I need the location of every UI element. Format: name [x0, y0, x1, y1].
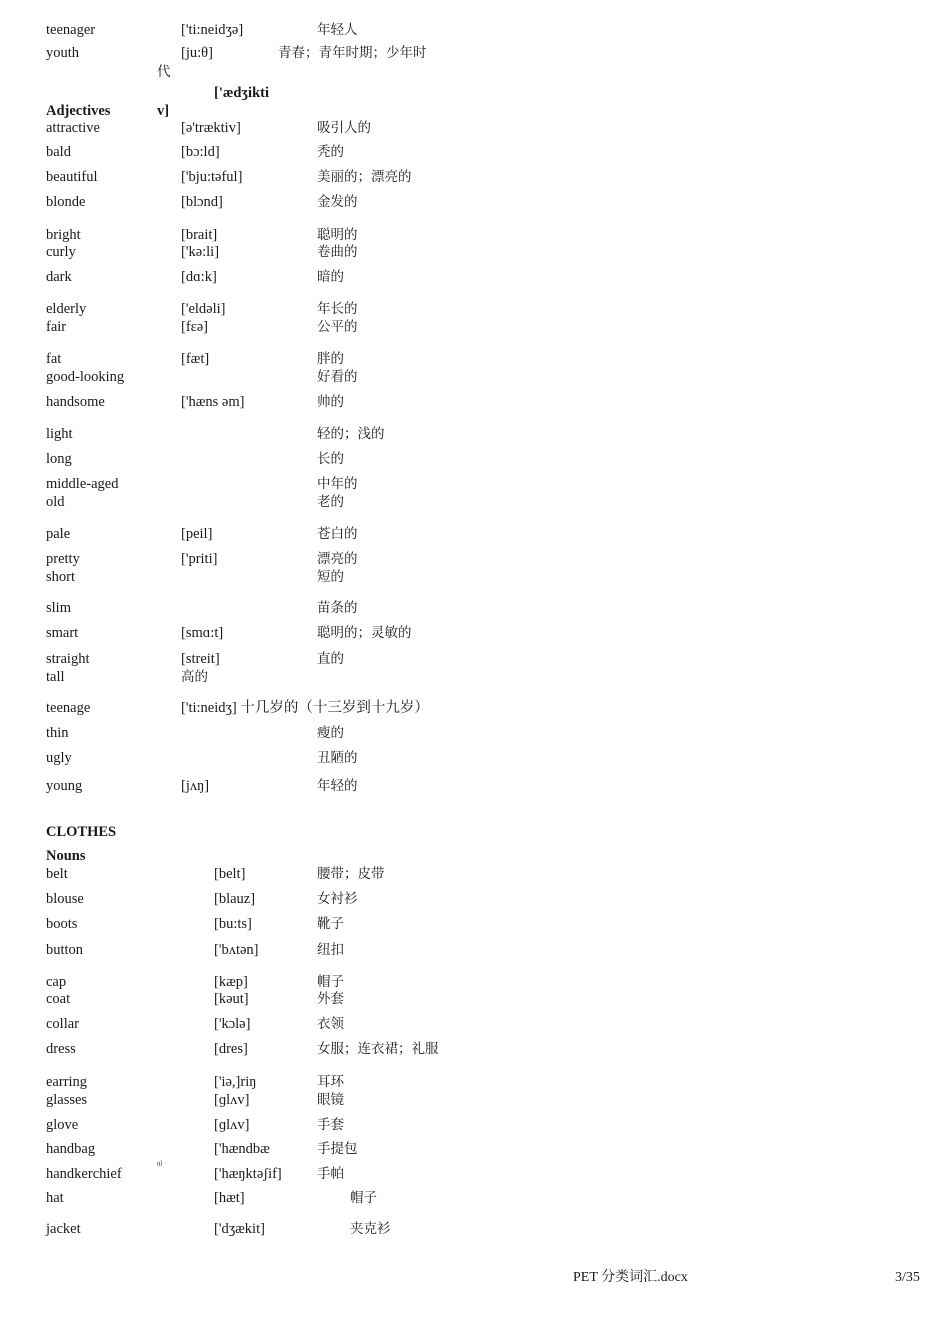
- clothes-phonetic: [ɡlʌv]: [214, 1117, 250, 1133]
- adjective-word: dark: [46, 269, 72, 285]
- adjective-word: blonde: [46, 194, 86, 210]
- adjective-meaning: 苗条的: [317, 600, 358, 616]
- clothes-word: glove: [46, 1117, 79, 1133]
- clothes-phonetic: ['dʒækit]: [214, 1221, 265, 1237]
- clothes-word: dress: [46, 1041, 76, 1057]
- adjective-fragment: ['ædʒikti: [214, 85, 269, 101]
- clothes-word: button: [46, 942, 84, 958]
- adjective-meaning: 短的: [317, 569, 344, 585]
- adjective-word: attractive: [46, 120, 100, 136]
- clothes-phonetic: [belt]: [214, 866, 246, 882]
- adjective-word: pale: [46, 526, 71, 542]
- adjective-phonetic: [bɔ:ld]: [181, 144, 220, 160]
- adjective-phonetic: [peil]: [181, 526, 213, 542]
- clothes-word: handkerchief: [46, 1166, 122, 1182]
- adjective-meaning: 公平的: [317, 319, 358, 335]
- clothes-meaning: 眼镜: [317, 1092, 344, 1108]
- adjective-meaning: 轻的；浅的: [317, 426, 385, 442]
- clothes-meaning: 帽子: [350, 1190, 377, 1206]
- clothes-phonetic: [dres]: [214, 1041, 248, 1057]
- clothes-phonetic: ['iə,]riŋ: [214, 1074, 257, 1090]
- adjective-meaning: 吸引人的: [317, 120, 371, 136]
- adjective-word: handsome: [46, 394, 105, 410]
- adjective-meaning: 年轻的: [317, 778, 358, 794]
- clothes-meaning: 帽子: [317, 974, 344, 990]
- adjective-meaning: 长的: [317, 451, 344, 467]
- adjective-word: ugly: [46, 750, 72, 766]
- clothes-word: jacket: [46, 1221, 81, 1237]
- clothes-meaning: 纽扣: [317, 942, 344, 958]
- adjective-meaning: 聪明的；灵敏的: [317, 625, 412, 641]
- adjective-meaning: 年长的: [317, 301, 358, 317]
- adjective-word: elderly: [46, 301, 87, 317]
- clothes-meaning: 外套: [317, 991, 344, 1007]
- clothes-meaning: 女服；连衣裙；礼服: [317, 1041, 439, 1057]
- adjective-meaning: 胖的: [317, 351, 344, 367]
- clothes-phonetic: ['bʌtən]: [214, 942, 259, 958]
- clothes-meaning: 手提包: [317, 1141, 358, 1157]
- adjective-word: short: [46, 569, 75, 585]
- clothes-meaning: 靴子: [317, 916, 344, 932]
- adjective-meaning: 丑陋的: [317, 750, 358, 766]
- adjective-word: fair: [46, 319, 67, 335]
- adjective-phonetic: ['kə:li]: [181, 244, 220, 260]
- adjective-phonetic: [smɑ:t]: [181, 625, 224, 641]
- section-heading-clothes: CLOTHES: [46, 824, 117, 840]
- clothes-phonetic: ['hændbæ: [214, 1141, 270, 1157]
- adjective-phonetic: [ə'træktiv]: [181, 120, 241, 136]
- clothes-meaning: 手套: [317, 1117, 344, 1133]
- vocab-meaning: 青春；青年时期；少年时: [278, 45, 427, 61]
- clothes-phonetic: [bu:ts]: [214, 916, 252, 932]
- adjective-word: light: [46, 426, 73, 442]
- adjective-word: slim: [46, 600, 71, 616]
- adjective-meaning: 卷曲的: [317, 244, 358, 260]
- adjective-word: young: [46, 778, 83, 794]
- adjective-phonetic: [jʌŋ]: [181, 778, 210, 794]
- adjective-meaning: 瘦的: [317, 725, 344, 741]
- clothes-meaning: 衣领: [317, 1016, 344, 1032]
- adjective-phonetic: [fæt]: [181, 351, 210, 367]
- adjective-word: middle-aged: [46, 476, 119, 492]
- adjective-word: old: [46, 494, 65, 510]
- adjective-phonetic: [blɔnd]: [181, 194, 223, 210]
- adjective-meaning: 聪明的: [317, 227, 358, 243]
- adjective-word: pretty: [46, 551, 80, 567]
- vocab-meaning: 年轻人: [317, 22, 358, 38]
- vocab-phonetic: ['ti:neidʒə]: [181, 22, 244, 38]
- vocab-word: teenager: [46, 22, 96, 38]
- clothes-phonetic: ['hæŋktəʃif]: [214, 1166, 282, 1182]
- adjective-phonetic: [brait]: [181, 227, 218, 243]
- clothes-phonetic: [ɡlʌv]: [214, 1092, 250, 1108]
- clothes-word: blouse: [46, 891, 84, 907]
- clothes-phonetic: [kəut]: [214, 991, 249, 1007]
- adjective-meaning: 中年的: [317, 476, 358, 492]
- clothes-word: boots: [46, 916, 78, 932]
- adjective-phonetic: [streit]: [181, 651, 220, 667]
- adjective-phonetic: ['bju:təful]: [181, 169, 243, 185]
- adjective-meaning: 苍白的: [317, 526, 358, 542]
- adjective-word: thin: [46, 725, 69, 741]
- clothes-meaning: 腰带；皮带: [317, 866, 385, 882]
- vocab-word: youth: [46, 45, 80, 61]
- stray-mark: ɡ]: [157, 1161, 162, 1167]
- adjective-meaning: 美丽的；漂亮的: [317, 169, 412, 185]
- clothes-word: cap: [46, 974, 67, 990]
- section-heading-adjectives: Adjectives: [46, 103, 111, 119]
- clothes-meaning: 手帕: [317, 1166, 344, 1182]
- clothes-word: belt: [46, 866, 68, 882]
- footer-page-number: 3/35: [895, 1270, 920, 1285]
- adjective-meaning: 金发的: [317, 194, 358, 210]
- adjective-meaning: 暗的: [317, 269, 344, 285]
- adjective-meaning: 好看的: [317, 369, 358, 385]
- clothes-phonetic: [hæt]: [214, 1190, 245, 1206]
- clothes-word: earring: [46, 1074, 88, 1090]
- clothes-phonetic: [blauz]: [214, 891, 256, 907]
- adjective-fragment-side: v]: [157, 103, 170, 119]
- vocab-meaning-wrap: 代: [157, 64, 171, 80]
- adjective-word: fat: [46, 351, 62, 367]
- adjective-word: bald: [46, 144, 71, 160]
- adjective-phonetic: ['ti:neidʒ] 十几岁的（十三岁到十九岁）: [181, 700, 429, 716]
- adjective-phonetic: [dɑ:k]: [181, 269, 217, 285]
- clothes-word: coat: [46, 991, 71, 1007]
- adjective-word: beautiful: [46, 169, 98, 185]
- adjective-phonetic: ['hæns əm]: [181, 394, 245, 410]
- vocab-phonetic: [ju:θ]: [181, 45, 213, 61]
- adjective-meaning: 漂亮的: [317, 551, 358, 567]
- clothes-word: hat: [46, 1190, 64, 1206]
- clothes-phonetic: [kæp]: [214, 974, 248, 990]
- adjective-word: good-looking: [46, 369, 125, 385]
- adjective-phonetic: [fɛə]: [181, 319, 209, 335]
- adjective-word: tall: [46, 669, 65, 685]
- adjective-word: bright: [46, 227, 81, 243]
- adjective-word: straight: [46, 651, 90, 667]
- adjective-word: smart: [46, 625, 79, 641]
- footer-filename: PET 分类词汇.docx: [573, 1270, 688, 1285]
- adjective-meaning: 秃的: [317, 144, 344, 160]
- clothes-word: collar: [46, 1016, 80, 1032]
- subheading-nouns: Nouns: [46, 848, 86, 864]
- clothes-word: glasses: [46, 1092, 88, 1108]
- adjective-phonetic: ['eldəli]: [181, 301, 226, 317]
- clothes-meaning: 夹克衫: [350, 1221, 391, 1237]
- adjective-word: curly: [46, 244, 76, 260]
- adjective-meaning: 直的: [317, 651, 344, 667]
- adjective-meaning: 帅的: [317, 394, 344, 410]
- adjective-phonetic: 高的: [181, 669, 208, 685]
- clothes-meaning: 女衬衫: [317, 891, 358, 907]
- clothes-meaning: 耳环: [317, 1074, 344, 1090]
- clothes-word: handbag: [46, 1141, 96, 1157]
- adjective-meaning: 老的: [317, 494, 344, 510]
- adjective-word: long: [46, 451, 72, 467]
- clothes-phonetic: ['kɔlə]: [214, 1016, 251, 1032]
- adjective-phonetic: ['priti]: [181, 551, 218, 567]
- adjective-word: teenage: [46, 700, 91, 716]
